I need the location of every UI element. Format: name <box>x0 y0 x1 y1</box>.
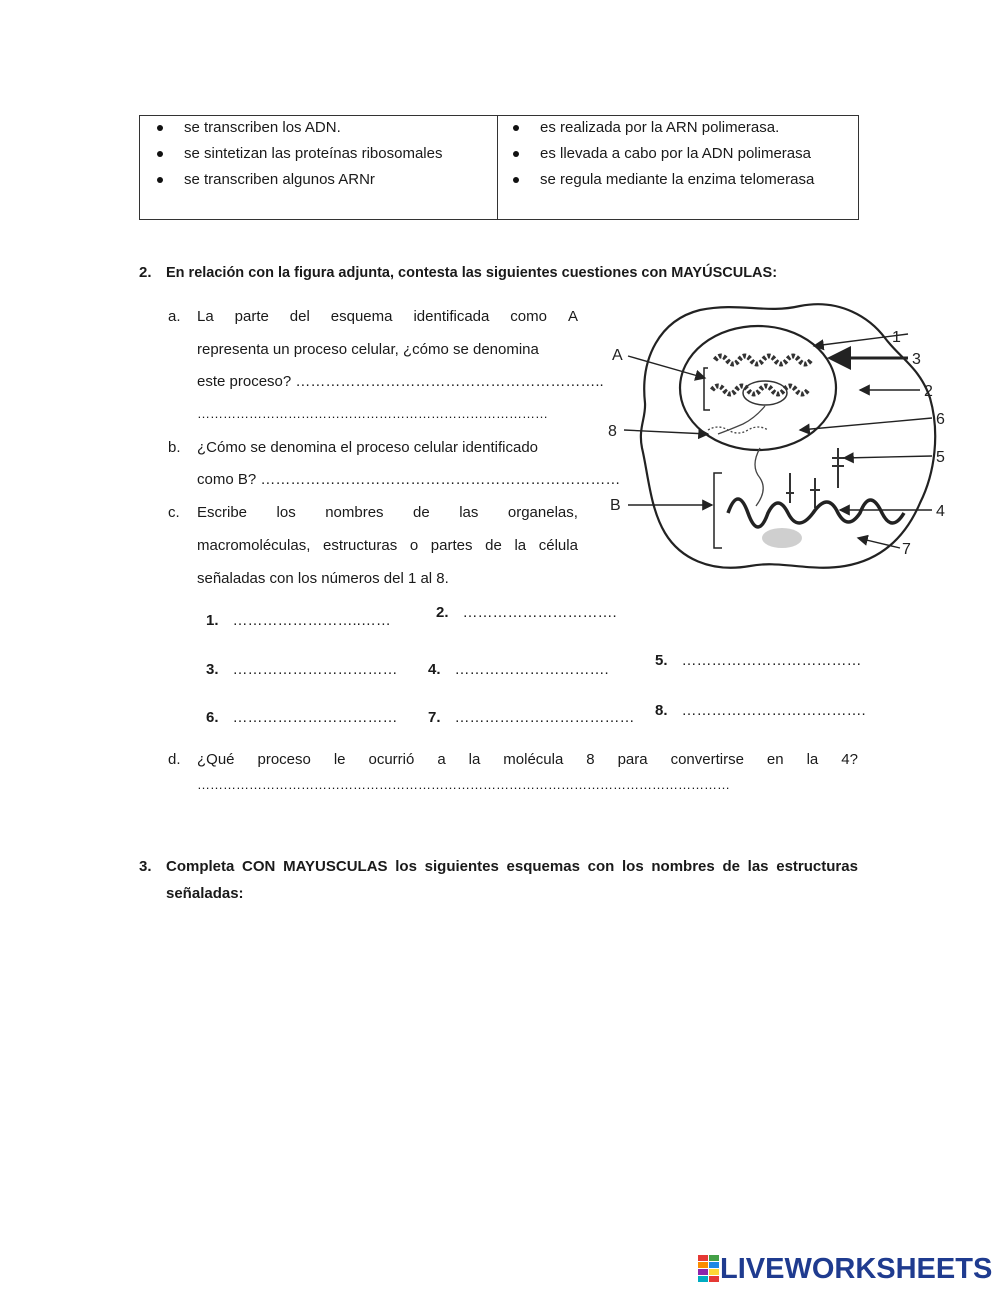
question-title: En relación con la figura adjunta, contesta las siguientes cuestiones con MAYÚSCULAS: <box>166 265 778 281</box>
item-letter: c. <box>168 504 180 521</box>
bullet-icon <box>157 177 163 183</box>
answer-field-7[interactable]: 7. ……………………………… <box>428 709 635 726</box>
answer-blank-d[interactable]: …………………………………………………………………………………………………………… <box>197 777 730 792</box>
item-letter: d. <box>168 751 181 768</box>
answer-field-6[interactable]: 6. …………………………… <box>206 709 398 726</box>
question-c-line3: señaladas con los números del 1 al 8. <box>197 570 449 587</box>
answer-field-2[interactable]: 2. …………………………. <box>436 604 617 621</box>
mrna-8 <box>708 427 768 433</box>
question-c-line1: Escribe los nombres de las organelas, <box>197 504 578 521</box>
logo-icon <box>698 1255 720 1283</box>
answer-field-5[interactable]: 5. ……………………………… <box>655 652 862 669</box>
table-right-item: es llevada a cabo por la ADN polimerasa <box>540 145 811 162</box>
label-6: 6 <box>936 411 945 428</box>
label-4: 4 <box>936 503 945 520</box>
liveworksheets-logo <box>698 1253 992 1285</box>
mrna-strand <box>718 406 765 434</box>
answer-blank-b[interactable]: como B? ……………………………………………………………… <box>197 471 621 488</box>
question3-line1: Completa CON MAYUSCULAS los siguientes esquemas con los nombres de las estructuras <box>166 858 858 875</box>
bullet-icon <box>513 177 519 183</box>
bullet-icon <box>157 151 163 157</box>
bullet-icon <box>157 125 163 131</box>
table-left-item: se sintetizan las proteínas ribosomales <box>184 145 443 162</box>
answer-field-3[interactable]: 3. …………………………… <box>206 661 398 678</box>
item-letter: b. <box>168 439 181 456</box>
label-B: B <box>610 497 621 514</box>
answer-blank-a2[interactable]: ……………………………………………………………………… <box>197 406 548 421</box>
label-1: 1 <box>892 329 901 346</box>
question-number: 3. <box>139 858 152 875</box>
label-3: 3 <box>912 351 921 368</box>
question-a-line2: representa un proceso celular, ¿cómo se denomina <box>197 341 539 358</box>
dna-strand <box>712 386 808 394</box>
question3-line2: señaladas: <box>166 885 244 902</box>
label-5: 5 <box>936 449 945 466</box>
label-7: 7 <box>902 541 911 558</box>
table-divider <box>497 116 498 219</box>
table-right-item: se regula mediante la enzima telomerasa <box>540 171 815 188</box>
logo-text: LIVEWORKSHEETS <box>720 1252 993 1285</box>
question-a-line1: La parte del esquema identificada como A <box>197 308 578 325</box>
bullet-icon <box>513 151 519 157</box>
answer-blank-a[interactable]: este proceso? …………………………………………………….. <box>197 373 604 390</box>
question-number: 2. <box>139 264 152 281</box>
answer-field-1[interactable]: 1. ……………………..…… <box>206 612 391 629</box>
dna-strand <box>715 356 811 364</box>
label-A: A <box>612 347 623 364</box>
label-2: 2 <box>924 383 933 400</box>
question-b-line1: ¿Cómo se denomina el proceso celular identificado <box>197 439 539 456</box>
question-d-line1: ¿Qué proceso le ocurrió a la molécula 8 para convertirse en la 4? <box>197 751 858 768</box>
ribosome <box>762 528 802 548</box>
bullet-icon <box>513 125 519 131</box>
table-left-item: se transcriben los ADN. <box>184 119 341 136</box>
table-left-item: se transcriben algunos ARNr <box>184 171 375 188</box>
table-right-item: es realizada por la ARN polimerasa. <box>540 119 780 136</box>
answer-field-4[interactable]: 4. …………………………. <box>428 661 609 678</box>
question-c-line2: macromoléculas, estructuras o partes de la célula <box>197 537 578 554</box>
cell-diagram <box>600 298 960 578</box>
answer-field-8[interactable]: 8. ………………………………. <box>655 702 866 719</box>
label-8: 8 <box>608 423 617 440</box>
item-letter: a. <box>168 308 181 325</box>
